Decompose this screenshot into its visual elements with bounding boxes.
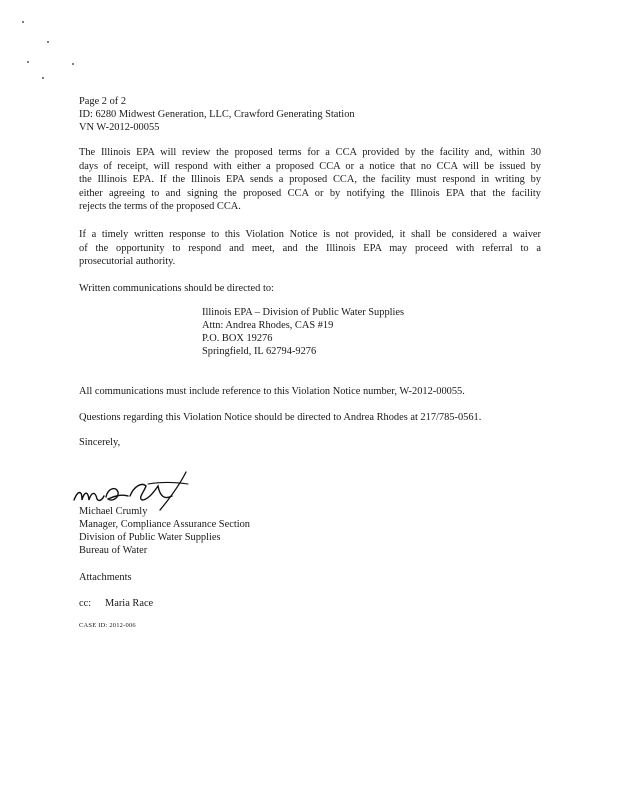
address-line: Illinois EPA – Division of Public Water Supplies <box>202 307 405 318</box>
text-line: If a timely written response to this Violation Notice is not provided, it shall be considered a waiver <box>79 229 541 240</box>
case-id: CASE ID: 2012-006 <box>79 622 136 629</box>
violation-notice-number: VN W-2012-00055 <box>79 122 160 133</box>
page-number: Page 2 of 2 <box>79 96 127 107</box>
signer-title: Manager, Compliance Assurance Section <box>79 519 250 530</box>
reference-instruction: All communications must include reference to this Violation Notice number, W-2012-00055. <box>79 386 465 397</box>
cc-label: cc: <box>79 598 92 609</box>
scan-speck <box>27 61 29 63</box>
scan-speck <box>47 41 49 43</box>
text-line: prosecutorial authority. <box>79 256 176 267</box>
mailing-address <box>202 306 404 358</box>
scan-speck <box>72 63 74 65</box>
scan-speck <box>22 21 24 23</box>
text-line: of the opportunity to respond and meet, and the Illinois EPA may proceed with referral to a <box>79 242 541 254</box>
text-line: The Illinois EPA will review the proposed terms for a CCA provided by the facility and, within 30 <box>79 147 541 158</box>
text-line: either agreeing to and signing the proposed CCA or by notifying the Illinois EPA that the facility <box>79 187 541 199</box>
signer-name: Michael Crumly <box>79 506 148 517</box>
paragraph-waiver <box>79 228 541 269</box>
text-line: days of receipt, will respond with either a proposed CCA or a notice that no CCA will be issued by <box>79 160 541 172</box>
paragraph-cca-review <box>79 146 541 214</box>
address-line: Springfield, IL 62794-9276 <box>202 346 317 357</box>
signer-division: Division of Public Water Supplies <box>79 532 221 543</box>
facility-id: ID: 6280 Midwest Generation, LLC, Crawford Generating Station <box>79 109 355 120</box>
text-line: rejects the terms of the proposed CCA. <box>79 201 241 212</box>
text-line: the Illinois EPA. If the Illinois EPA sends a proposed CCA, the facility must respond in writing by <box>79 174 541 185</box>
scan-speck <box>42 77 44 79</box>
attachments-label: Attachments <box>79 572 132 583</box>
questions-contact: Questions regarding this Violation Notice should be directed to Andrea Rhodes at 217/785-0561. <box>79 412 482 423</box>
written-communications-line: Written communications should be directed to: <box>79 283 274 294</box>
signer-bureau: Bureau of Water <box>79 545 148 556</box>
address-line: P.O. BOX 19276 <box>202 333 273 344</box>
cc-recipient: Maria Race <box>105 598 154 609</box>
closing-salutation: Sincerely, <box>79 437 121 448</box>
address-line: Attn: Andrea Rhodes, CAS #19 <box>202 320 334 331</box>
